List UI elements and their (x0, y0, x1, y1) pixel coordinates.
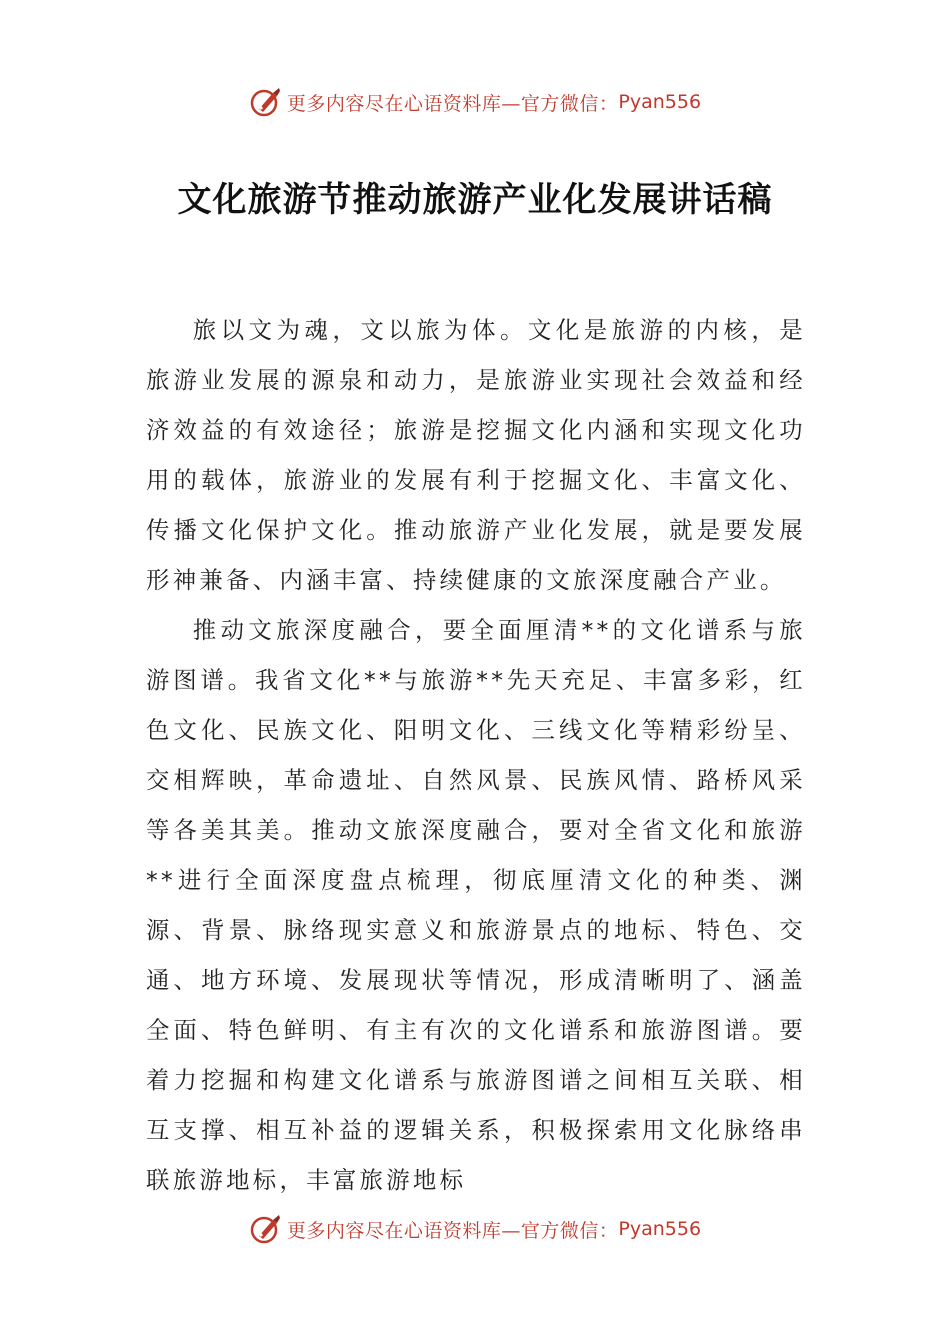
footer-banner (0, 1209, 950, 1249)
paragraph: 旅以文为魂，文以旅为体。文化是旅游的内核，是旅游业发展的源泉和动力，是旅游业实现社会效益和经济效益的有效途径；旅游是挖掘文化内涵和实现文化功用的载体，旅游业的发展有利于挖掘文化、丰富文化、传播文化保护文化。推动旅游产业化发展，就是要发展形神兼备、内涵丰富、持续健康的文旅深度融合产业。 (146, 316, 806, 594)
header-banner-text: 更多内容尽在心语资料库—官方微信： (286, 92, 619, 115)
footer-banner-text: 更多内容尽在心语资料库—官方微信： (286, 1219, 619, 1242)
footer-wechat-id: Pyan556 (618, 1218, 702, 1240)
header-wechat-id: Pyan556 (618, 91, 702, 113)
document-title: 文化旅游节推动旅游产业化发展讲话稿 (177, 180, 773, 220)
document-body (146, 305, 806, 1205)
pen-nib-logo-icon (249, 85, 283, 119)
header-banner (0, 82, 950, 122)
paragraph: 推动文旅深度融合，要全面厘清**的文化谱系与旅游图谱。我省文化**与旅游**先天充足、丰富多彩，红色文化、民族文化、阳明文化、三线文化等精彩纷呈、交相辉映，革命遗址、自然风景、民族风情、路桥风采等各美其美。推动文旅深度融合，要对全省文化和旅游**进行全面深度盘点梳理，彻底厘清文化的种类、渊源、背景、脉络现实意义和旅游景点的地标、特色、交通、地方环境、发展现状等情况，形成清晰明了、涵盖全面、特色鲜明、有主有次的文化谱系和旅游图谱。要着力挖掘和构建文化谱系与旅游图谱之间相互关联、相互支撑、相互补益的逻辑关系，积极探索用文化脉络串联旅游地标，丰富旅游地标 (146, 616, 806, 1194)
pen-nib-logo-icon (249, 1212, 283, 1246)
